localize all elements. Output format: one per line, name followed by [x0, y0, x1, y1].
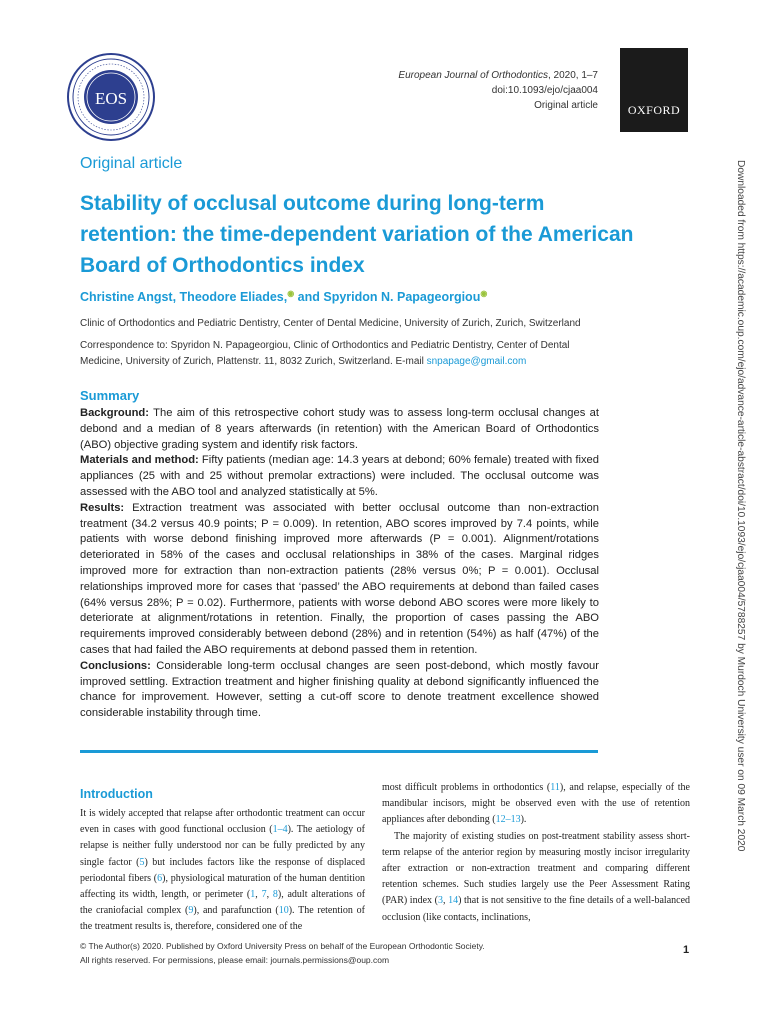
conclusions-label: Conclusions:	[80, 659, 151, 672]
page-number: 1	[683, 944, 690, 956]
summary-heading: Summary	[80, 388, 140, 403]
author-list	[80, 289, 487, 304]
journal-citation	[398, 68, 598, 83]
text-run: ), and parafunction (	[193, 905, 279, 917]
methods-text: Fifty patients (median age: 14.3 years at debond; 60% female) treated with fixed appliances (25 with and 25 without premolar extractions) were included. The occlusal outcome was assessed with the ABO tool and analyzed statistically at 5%.	[80, 454, 600, 498]
copyright-footer	[80, 940, 485, 967]
citation-link[interactable]: 11	[550, 782, 560, 793]
citation-link[interactable]: 1	[250, 889, 256, 901]
text-run: most difficult problems in orthodontics (	[382, 782, 551, 793]
download-watermark-text: Downloaded from https://academic.oup.com/ejo/advance-article-abstract/doi/10.1093/ejo/cjaa004/5788257 by Murdoch University user on 09 March 2020	[735, 160, 746, 852]
oxford-logo	[620, 48, 688, 132]
citation-link[interactable]: 9	[188, 905, 194, 917]
text-run: ), adult alterations of the craniofacial complex (	[80, 889, 366, 917]
summary-results	[80, 501, 599, 659]
email-link[interactable]: snpapage@gmail.com	[426, 356, 527, 367]
seal-text: EOS	[94, 89, 128, 108]
citation-link[interactable]: 3	[437, 895, 443, 907]
paragraph: The majority of existing studies on post-treatment stability assess short-term relapse of the anterior region by measuring mostly incisor irregularity after extraction or non-extraction treatment and comparing different retention schemes. Such studies largely use the Peer Assessment Rating (PAR) index (3, 14) that is not sensitive to the fine details of a well-balanced occlusion (like contacts, inclinations,	[382, 830, 691, 923]
citation-link[interactable]: 10	[278, 905, 289, 917]
journal-name: European Journal of Orthodontics	[398, 70, 548, 81]
paragraph	[382, 780, 690, 829]
orcid-icon[interactable]: ◉	[287, 289, 295, 298]
doi[interactable]: doi:10.1093/ejo/cjaa004	[491, 85, 598, 96]
journal-issue: , 2020, 1–7	[547, 70, 598, 81]
text-run: ) that is not sensitive to the fine details of a well-balanced occlusion (like contacts, inclinations,	[382, 895, 691, 923]
journal-meta	[398, 68, 598, 113]
correspondence-text: Correspondence to: Spyridon N. Papageorgiou, Clinic of Orthodontics and Pediatric Dentistry, Center of Dental Medicine, University of Zurich, Plattenstr. 11, 8032 Zurich, Switzerland. E-mail	[80, 340, 570, 367]
results-text: Extraction treatment was associated with better occlusal outcome than non-extraction treatment (34.2 versus 40.9 points; P = 0.009). In retention, ABO scores improved by 7.4 points, while patients with worse debond finishing improved more afterwards (P = 0.001). Alignment/rotations deteriorated in 58% of the cases and occlusal relationships in 38% of the cases. Marginal ridges improved more for extraction than non-extraction patients (28% versus 0%; P = 0.001). Occlusal relationships improved more for cases that ‘passed’ the ABO requirements at debond than failed cases (64% versus 28%; P = 0.02). Furthermore, patients with worse debond ABO scores were more likely to deteriorate at alignment/rotations in retention. Finally, the proportion of cases passing the ABO requirements improved considerably between debond (28%) and in retention (54%) as half (47%) of the cases that had failed the ABO requirements at debond passed them in retention.	[80, 501, 599, 656]
conclusions-text: Considerable long-term occlusal changes are seen post-debond, which mostly favour improved settling. Extraction treatment and higher finishing quality at debond significantly influenced the chance for improvement. However, setting a cut-off score to denote treatment excellence showed considerable instability through time.	[80, 659, 599, 720]
text-run: It is widely accepted that relapse after orthodontic treatment can occur even in cases with good functional occlusion (	[80, 808, 365, 836]
background-label: Background:	[80, 407, 149, 419]
article-label: Original article	[534, 100, 598, 111]
permissions-line: All rights reserved. For permissions, please email: journals.permissions@oup.com	[80, 954, 390, 965]
text-run: ) but includes factors like the response of displaced periodontal fibers (	[80, 856, 365, 884]
oxford-logo-text: OXFORD	[627, 103, 681, 117]
body-column-left	[80, 806, 365, 936]
copyright-line: © The Author(s) 2020. Published by Oxford University Press on behalf of the European Orthodontic Society.	[80, 941, 485, 951]
citation-link[interactable]: 6	[157, 872, 163, 884]
methods-label: Materials and method:	[80, 454, 199, 467]
citation-link[interactable]: 8	[272, 889, 278, 901]
text-run: ). The aetiology of relapse is neither fully understood nor can be fully predicted by any single factor (	[80, 824, 365, 868]
authors-first: Christine Angst, Theodore Eliades,	[80, 290, 288, 305]
affiliation: Clinic of Orthodontics and Pediatric Dentistry, Center of Dental Medicine, University of Zurich, Zurich, Switzerland	[80, 318, 581, 329]
summary-conclusions	[80, 659, 599, 722]
text-run: The majority of existing studies on post-treatment stability assess short-term relapse of the anterior region by measuring mostly incisor irregularity after extraction or non-extraction treatment and comparing different retention schemes. Such studies largely use the Peer Assessment Rating (PAR) index (	[382, 830, 690, 907]
authors-last: and Spyridon N. Papageorgiou	[294, 290, 481, 305]
citation-link[interactable]: 12–13	[495, 814, 521, 826]
download-watermark	[734, 160, 748, 860]
summary-methods	[80, 453, 599, 500]
citation-link[interactable]: 5	[139, 856, 145, 868]
article-title: Stability of occlusal outcome during long-term retention: the time-dependent variation of the American Board of Orthodontics index	[80, 192, 634, 277]
section-divider	[80, 750, 598, 753]
introduction-heading: Introduction	[80, 787, 153, 801]
article-type: Original article	[80, 155, 183, 172]
summary-abstract	[80, 406, 599, 722]
text-run: ). The retention of the treatment results is, therefore, considered one of the	[80, 905, 365, 933]
body-column-right	[382, 780, 690, 926]
text-run: ), and relapse, especially of the mandibular incisors, might be observed even with the use of retention appliances after debonding (	[382, 782, 690, 826]
citation-link[interactable]: 14	[448, 895, 459, 907]
citation-link[interactable]: 7	[261, 889, 267, 901]
orcid-icon[interactable]: ◉	[480, 289, 488, 298]
correspondence	[80, 338, 610, 370]
text-run: ), physiological maturation of the human dentition affecting its width, length, or perimeter (	[80, 872, 365, 901]
eos-society-seal	[66, 52, 156, 142]
results-label: Results:	[80, 501, 125, 514]
summary-background	[80, 406, 599, 453]
background-text: The aim of this retrospective cohort study was to assess long-term occlusal changes at debond and a median of 8 years afterwards (in retention) with the American Board of Orthodontics (ABO) objective grading system and identify risk factors.	[80, 407, 599, 451]
paragraph: It is widely accepted that relapse after orthodontic treatment can occur even in cases with good functional occlusion (1–4). The aetiology of relapse is neither fully understood nor can be fully predicted by any single factor (5) but includes factors like the response of displaced periodontal fibers (6), physiological maturation of the human dentition affecting its width, length, or perimeter (1, 7, 8), adult alterations of the craniofacial complex (9), and parafunction (10). The retention of the treatment results is, therefore, considered one of the	[80, 808, 366, 933]
text-run: ).	[520, 814, 527, 826]
citation-link[interactable]: 1–4	[272, 824, 288, 836]
